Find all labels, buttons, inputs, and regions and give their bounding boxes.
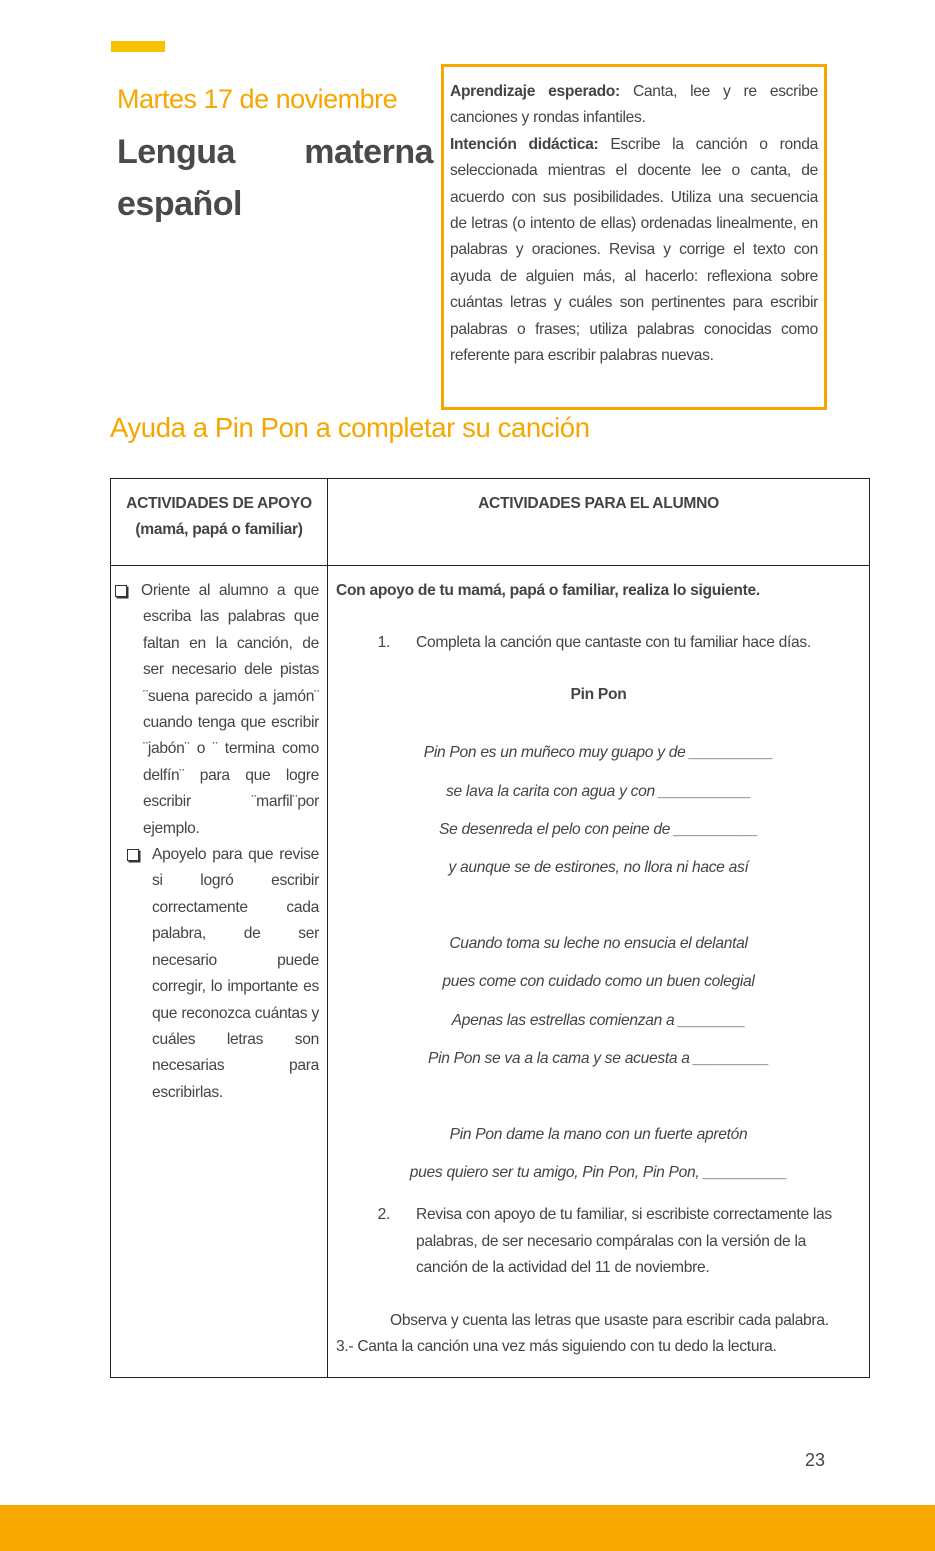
checkbox-bullet-icon <box>115 585 127 597</box>
support-activities-cell <box>111 566 328 1378</box>
song-line: Cuando toma su leche no ensucia el delantal <box>449 935 748 953</box>
step-1: 1. Completa la canción que cantaste con tu familiar hace días. <box>377 634 811 651</box>
checkbox-bullet-icon <box>127 849 139 861</box>
section-title: Ayuda a Pin Pon a completar su canción <box>110 412 590 443</box>
activities-table <box>110 478 870 1378</box>
song-line: pues come con cuidado como un buen colegial <box>442 973 755 991</box>
song-verse-3 <box>336 1116 861 1192</box>
intent-label: Intención didáctica: <box>450 135 599 153</box>
song-line: Se desenreda el pelo con peine de __________ <box>439 820 758 838</box>
song-verse-1 <box>336 734 861 887</box>
bottom-accent-bar <box>0 1505 935 1551</box>
support-activities-header: ACTIVIDADES DE APOYO (mamá, papá o familiar) <box>111 479 328 566</box>
step-2: 2. Revisa con apoyo de tu familiar, si escribiste correctamente las palabras, de ser necesario compáralas con la versión de la canción de la actividad del 11 de noviembre. <box>377 1206 832 1277</box>
song-line: Pin Pon es un muñeco muy guapo y de __________ <box>423 744 774 762</box>
step-3: 3.- Canta la canción una vez más siguiendo con tu dedo la lectura. <box>336 1338 777 1356</box>
intent-text: Escribe la canción o ronda seleccionada mientras el docente lee o canta, de acuerdo con sus posibilidades. Utiliza una secuencia de letras (o intento de ellas) ordenadas linealmente, en palabras y oraciones. Revisa y corrige el texto con ayuda de alguien más, al hacerlo: reflexiona sobre cuántas letras y cuáles son pertinentes para escribir palabras o frases; utiliza palabras conocidas como referente para escribir palabras nuevas. <box>450 135 818 365</box>
song-line: pues quiero ser tu amigo, Pin Pon, Pin Pon, __________ <box>409 1164 788 1182</box>
page-number: 23 <box>805 1450 826 1470</box>
song-line: se lava la carita con agua y con ___________ <box>446 782 751 800</box>
song-verse-2 <box>336 925 861 1078</box>
song-line: y aunque se de estirones, no llora ni hace así <box>448 859 749 877</box>
subject-title <box>117 126 433 230</box>
song-line: Apenas las estrellas comienzan a ________ <box>451 1011 746 1029</box>
instructions-intro: Con apoyo de tu mamá, papá o familiar, realiza lo siguiente. <box>336 582 760 599</box>
song-line: Pin Pon se va a la cama y se acuesta a _________ <box>427 1049 770 1067</box>
subject-word-3: español <box>117 185 242 223</box>
song-line: Pin Pon dame la mano con un fuerte apretón <box>449 1126 748 1144</box>
goal-text: Canta, lee y re escribe canciones y rondas infantiles. <box>450 83 818 127</box>
student-activities-cell <box>328 566 870 1378</box>
observe-instruction: Observa y cuenta las letras que usaste para escribir cada palabra. <box>390 1311 829 1329</box>
subject-word-2: materna <box>304 133 433 171</box>
lesson-date: Martes 17 de noviembre <box>117 84 398 114</box>
list-item: Oriente al alumno a que escriba las palabras que faltan en la canción, de ser necesario dele pistas ¨suena parecido a jamón¨ cuando tenga que escribir ¨jabón¨ o ¨ termina como delfín¨ para que logre escribir ¨marfil¨por ejemplo. <box>111 578 327 842</box>
list-item: Apoyelo para que revise si logró escribir correctamente cada palabra, de ser necesario puede corregir, lo importante es que reconozca cuántas y cuáles letras son necesarias para escribirlas. <box>111 842 327 1106</box>
song-title: Pin Pon <box>570 686 627 704</box>
goal-label: Aprendizaje esperado: <box>450 83 620 100</box>
top-accent-bar <box>111 41 165 52</box>
subject-word-1: Lengua <box>117 133 235 171</box>
learning-goal-box <box>441 64 827 410</box>
student-activities-header: ACTIVIDADES PARA EL ALUMNO <box>328 479 870 566</box>
